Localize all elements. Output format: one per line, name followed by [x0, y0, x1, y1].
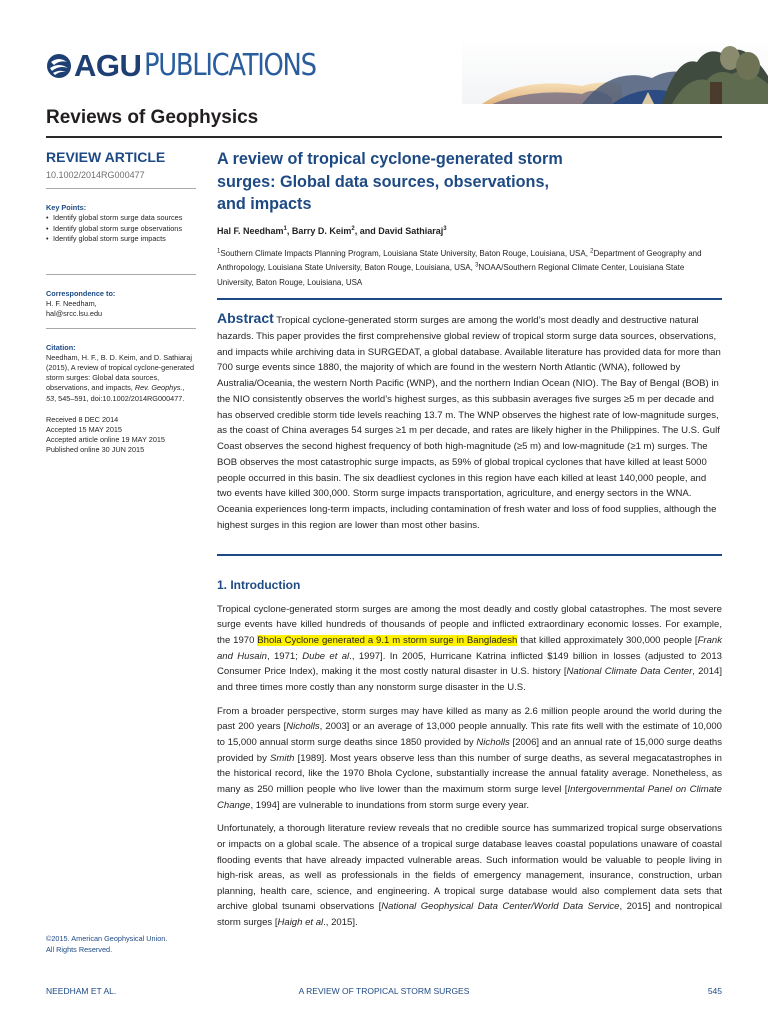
title-divider — [217, 298, 722, 300]
date-accepted: Accepted 15 MAY 2015 — [46, 425, 122, 435]
citation-heading: Citation: — [46, 342, 76, 352]
body-paragraph: Tropical cyclone-generated storm surges are among the most deadly and costly global catastrophes. The most severe surge events have killed hundreds of thousands of people and inflicted extraordinary economic losses. For example, the 1970 Bhola Cyclone generated a 9.1 m storm surge in Bangladesh that killed approximately 300,000 people [Frank and Husain, 1971; Dube et al., 1997]. In 2005, Hurricane Katrina inflicted $149 billion in losses (adjusted to 2013 Consumer Price Index), making it the most costly natural disaster in U.S. history [National Climate Data Center, 2014] and three times more costly than any nonstorm surge disaster in the U.S. — [217, 603, 722, 693]
body-paragraph: From a broader perspective, storm surges may have killed as many as 2.6 million people around the world during the past 200 years [Nicholls, 2003] or an average of 13,000 people annually. This rate fits well with the estimate of 10,000 to 15,000 annual storm surge deaths since 1850 provided by Nicholls [2006] and an annual rate of 15,000 surge deaths provided by Smith [1989]. Most years observe less than this number of surge deaths, as several megacatastrophes in the historical record, like the 1970 Bhola Cyclone, substantially increase the annual fatality average. Nonetheless, as many as 250 million people who live lower than the maximum storm surge level [Intergovernmental Panel on Climate Change, 1994] are vulnerable to inundations from storm surge every year. — [217, 705, 722, 811]
key-point-item: • Identify global storm surge observations — [46, 224, 196, 234]
header-divider — [46, 136, 722, 138]
date-accepted-online: Accepted article online 19 MAY 2015 — [46, 435, 165, 445]
key-point-item: • Identify global storm surge data sources — [46, 213, 196, 223]
article-title: A review of tropical cyclone-generated storm surges: Global data sources, observations, and impacts — [217, 150, 563, 213]
landscape-banner-image — [462, 36, 768, 104]
body-paragraph: Unfortunately, a thorough literature review reveals that no credible source has summarized tropical surge observations or impacts on a global scale. The absence of a tropical surge database leaves coastal populations unaware of coastal flooding events that have already impacted vulnerable areas. Such information would be valuable to people living in high-risk areas, as well as professionals in the fields of emergency management, insurance, construction, urban planning, health care, science, and engineering. A tropical surge database would also complement data sets that archive global tsunami observations [National Geophysical Data Center/World Data Service, 2015] and nontropical storm surges [Haigh et al., 2015]. — [217, 823, 723, 929]
abstract-text: Tropical cyclone-generated storm surges are among the world’s most deadly and destructive natural hazards. This paper provides the first comprehensive global review of tropical storm surge data sources, observations, and impacts while archiving data in SURGEDAT, a global database. Available literature has provided data for more than 700 surge events since 1880, the majority of which are found in the western North Atlantic (WNA), followed by Australia/Oceania, the western North Pacific (WNP), and the northern Indian Ocean (NIO). The Bay of Bengal (BOB) in the NIO consistently observes the world’s highest surges, as this subbasin averages five surges ≥5 m per decade and has observed credible storm tide levels reaching 13.7 m. The WNP observes the highest rate of low-magnitude surges, as the coast of China averages 54 surges ≥1 m per decade, and rates are likely higher in the Philippines. The U.S. Gulf Coast observes the second highest frequency of both high-magnitude (≥5 m) and low-magnitude (≥1 m) surges. The BOB observes the most catastrophic surge impacts, as 59% of global tropical cyclones that have killed at least 5000 people occurred in this basin. The six deadliest cyclones in this region have each killed at least 140,000 people, and two events have killed 300,000. Storm surge impacts transportation, agriculture, and energy sectors in the WNA. Oceania experiences long-term impacts, including contamination of fresh water and loss of food supplies, although the highest surges in this region are lower than most other basins. — [217, 315, 721, 531]
copyright-notice: ©2015. American Geophysical Union. All Rights Reserved. — [46, 934, 168, 954]
page-number: 545 — [707, 986, 722, 996]
article-type-label: REVIEW ARTICLE — [46, 149, 166, 165]
abstract-divider — [217, 554, 722, 556]
publication-dates — [46, 415, 196, 456]
correspondence-heading: Correspondence to: — [46, 289, 116, 299]
logo-publications-text: PUBLICATIONS — [144, 48, 317, 83]
article-title-block — [217, 148, 722, 290]
abstract-section — [217, 311, 722, 534]
date-published: Published online 30 JUN 2015 — [46, 445, 145, 455]
correspondence-name: H. F. Needham, — [46, 299, 97, 309]
logo-agu-text: AGU — [74, 48, 142, 83]
footer-authors: NEEDHAM ET AL. — [46, 986, 117, 996]
key-points-list — [46, 213, 196, 244]
article-sidebar — [46, 148, 196, 456]
sidebar-divider — [46, 274, 196, 275]
sidebar-divider — [46, 188, 196, 189]
author-affiliations: $^1$Southern Climate Impacts Planning Program, Louisiana State University, Baton Rouge, Louisiana, USA, $^2$Department of Geography and Anthropology, Louisiana State University, Baton Rouge, Louisiana, USA, $^3$NOAA/Southern Regional Climate Center, Louisiana State University, Baton Rouge, Louisiana, USA — [217, 247, 702, 287]
abstract-heading: Abstract — [217, 310, 274, 326]
sidebar-divider — [46, 328, 196, 329]
introduction-section — [217, 578, 722, 939]
agu-globe-icon — [46, 53, 72, 79]
date-received: Received 8 DEC 2014 — [46, 414, 119, 424]
doi-text[interactable]: 10.1002/2014RG000477 — [46, 170, 145, 180]
section-heading: 1. Introduction — [217, 578, 301, 592]
author-list: Hal F. Needham$^1$, Barry D. Keim$^2$, and David Sathiaraj$^3$ — [217, 225, 447, 236]
correspondence-email[interactable]: hal@srcc.lsu.edu — [46, 309, 103, 319]
footer-running-title: A REVIEW OF TROPICAL STORM SURGES — [298, 986, 470, 996]
key-point-item: • Identify global storm surge impacts — [46, 234, 196, 244]
agu-publications-logo — [46, 46, 344, 86]
highlighted-text[interactable]: Bhola Cyclone generated a 9.1 m storm surge in Bangladesh — [257, 634, 518, 646]
citation-text: Needham, H. F., B. D. Keim, and D. Sathiaraj (2015), A review of tropical cyclone-generated storm surges: Global data sources, observations, and impacts, Rev. Geophys., 53, 545–591, doi:10.1002/2014RG000477. — [46, 352, 195, 403]
key-points-heading: Key Points: — [46, 203, 87, 213]
journal-name: Reviews of Geophysics — [46, 107, 259, 128]
page-header — [0, 0, 768, 140]
